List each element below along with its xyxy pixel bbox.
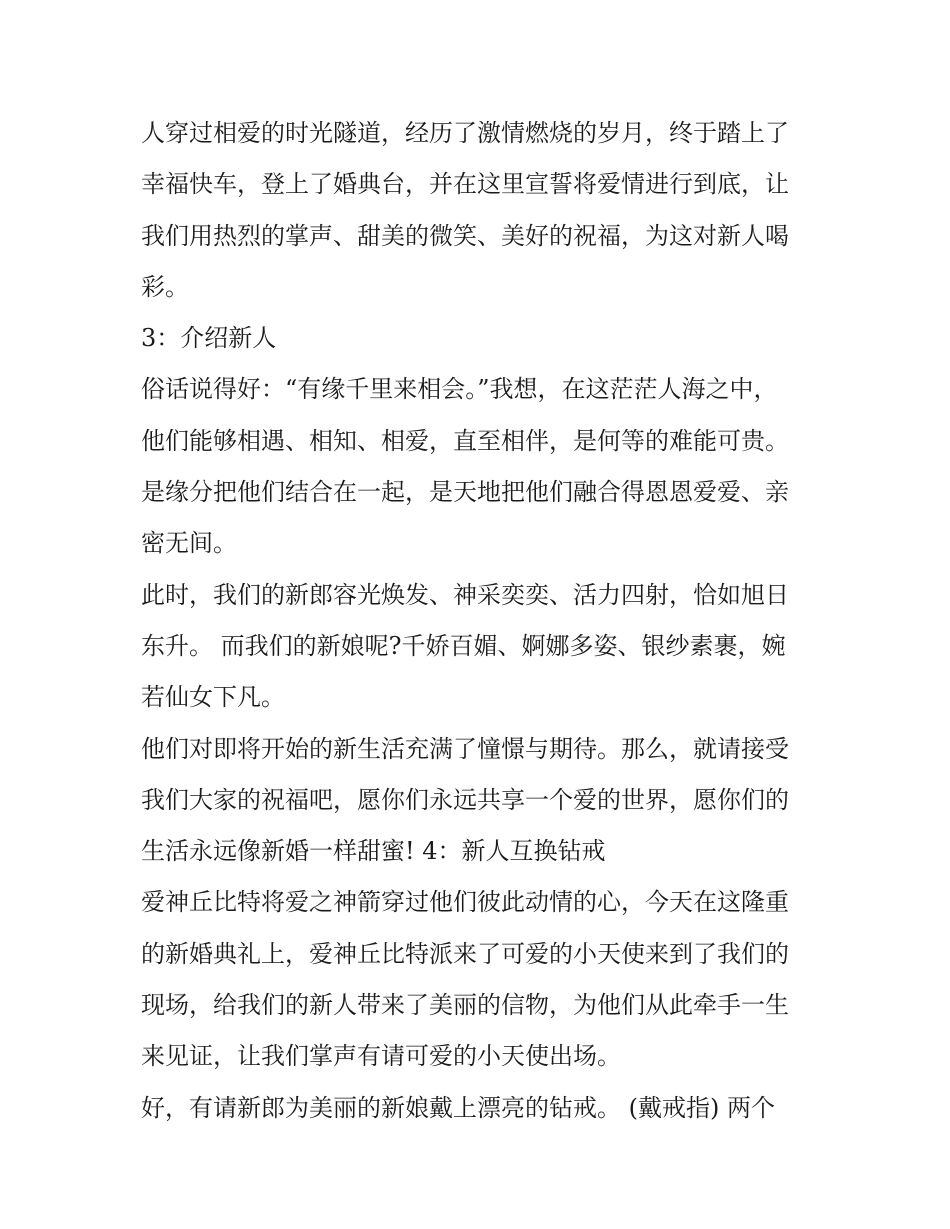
text-line: 生活永远像新婚一样甜蜜! 4：新人互换钻戒 bbox=[141, 837, 606, 866]
text-line: 来见证，让我们掌声有请可爱的小天使出场。 bbox=[141, 1042, 621, 1071]
text-line: 彩。 bbox=[141, 272, 189, 301]
text-line: 是缘分把他们结合在一起，是天地把他们融合得恩恩爱爱、亲 bbox=[141, 478, 789, 507]
text-line: 他们对即将开始的新生活充满了憧憬与期待。那么，就请接受 bbox=[141, 734, 789, 763]
text-line: 的新婚典礼上，爱神丘比特派来了可爱的小天使来到了我们的 bbox=[141, 939, 789, 968]
text-line: 好，有请新郎为美丽的新娘戴上漂亮的钻戒。 (戴戒指) 两个 bbox=[141, 1093, 775, 1122]
body-text bbox=[141, 108, 813, 1134]
text-line: 爱神丘比特将爱之神箭穿过他们彼此动情的心，今天在这隆重 bbox=[141, 888, 789, 917]
section-heading: 3：介绍新人 bbox=[141, 324, 277, 353]
text-line: 密无间。 bbox=[141, 529, 237, 558]
text-line: 我们用热烈的掌声、甜美的微笑、美好的祝福，为这对新人喝 bbox=[141, 221, 789, 250]
text-line: 幸福快车，登上了婚典台，并在这里宣誓将爱情进行到底，让 bbox=[141, 170, 789, 199]
text-line: 若仙女下凡。 bbox=[141, 683, 285, 712]
text-line: 此时，我们的新郎容光焕发、神采奕奕、活力四射，恰如旭日 bbox=[141, 580, 789, 609]
text-line: 俗话说得好：“有缘千里来相会。”我想，在这茫茫人海之中， bbox=[141, 375, 778, 404]
text-line: 我们大家的祝福吧，愿你们永远共享一个爱的世界，愿你们的 bbox=[141, 785, 789, 814]
text-line: 现场，给我们的新人带来了美丽的信物，为他们从此牵手一生 bbox=[141, 991, 789, 1020]
text-line: 人穿过相爱的时光隧道，经历了激情燃烧的岁月，终于踏上了 bbox=[141, 119, 789, 147]
text-line: 他们能够相遇、相知、相爱，直至相伴，是何等的难能可贵。 bbox=[141, 426, 789, 455]
text-line: 东升。 而我们的新娘呢?千娇百媚、婀娜多姿、银纱素裹，婉 bbox=[141, 631, 786, 660]
